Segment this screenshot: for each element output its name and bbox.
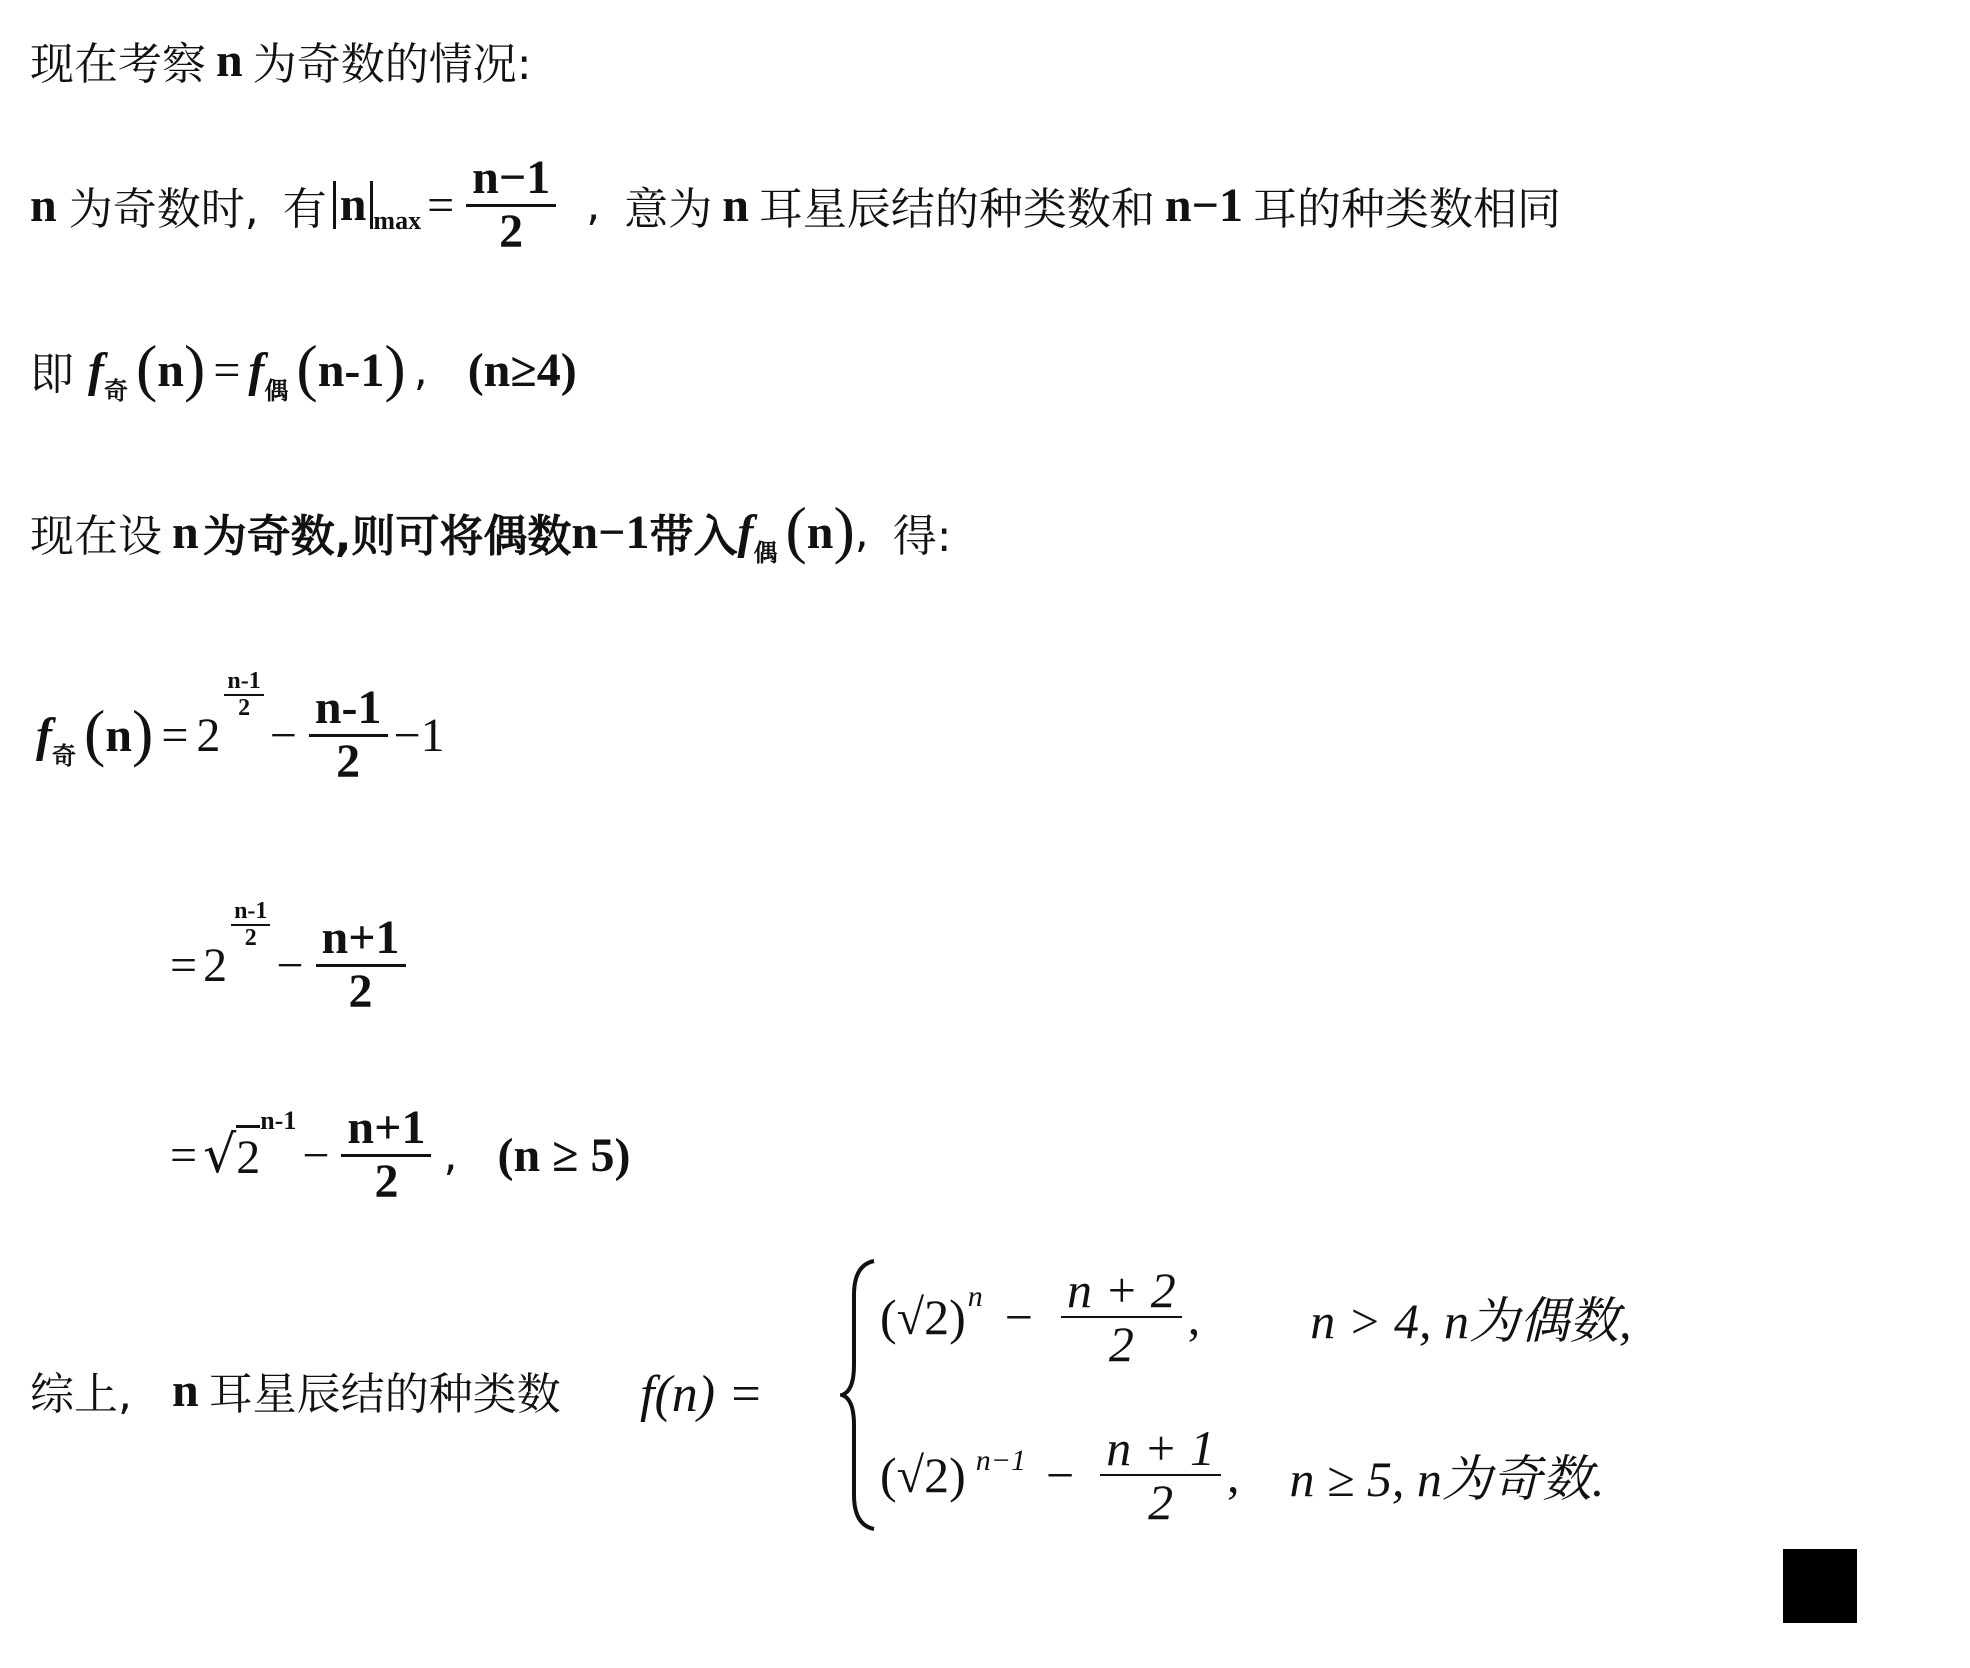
heading-line (30, 30, 532, 90)
case-base: (√2) (880, 1289, 966, 1345)
function-f: f (737, 505, 754, 559)
case-fraction (1061, 1261, 1182, 1372)
text-segment: 为奇数,则可将偶数 (202, 511, 572, 562)
fraction-numerator: n−1 (466, 153, 556, 206)
equation-1: f 奇 ( n ) = 2 $\frac{n-1}{2}$ − $\frac{n-1}{2}$ −1 (36, 667, 445, 788)
fraction-numerator: n + 1 (1100, 1422, 1221, 1477)
variable-n: n (172, 1363, 199, 1417)
argument: n (157, 343, 184, 397)
power-base: 2 (203, 938, 228, 992)
case-even (880, 1257, 1631, 1377)
case-exponent: n (967, 1280, 983, 1313)
max-n-statement (30, 140, 1561, 270)
text-segment: 得: (892, 511, 952, 562)
text-segment: 带入 (649, 511, 738, 562)
equation-3 (170, 1090, 630, 1220)
comma: , (413, 344, 428, 396)
minus-sign: − (302, 1128, 330, 1182)
radical-sign-icon: √ (203, 1125, 237, 1185)
comma: , (1226, 1447, 1240, 1503)
text-segment: 现在考察 (30, 39, 206, 90)
text-segment: 即 (30, 349, 74, 400)
text-segment: 现在设 (30, 511, 162, 562)
minus-sign: − (1046, 1447, 1075, 1503)
text-segment: 综上, (30, 1369, 132, 1420)
text-segment: 耳的种类数相同 (1252, 184, 1561, 235)
subscript-even: 偶 (753, 538, 778, 567)
comma: , (443, 1129, 458, 1181)
fraction-denominator: 2 (1108, 1316, 1134, 1372)
case-exponent: n−1 (975, 1444, 1026, 1477)
case-odd (880, 1415, 1604, 1535)
case-condition: n ≥ 5, n为奇数. (1289, 1451, 1605, 1507)
constant-term: −1 (393, 708, 445, 762)
substitution-line: 现在设 n 为奇数,则可将偶数 n−1 带入 f 偶 ( n ) , 得: (30, 494, 952, 567)
exponent-numerator: n-1 (231, 899, 270, 926)
equals-sign: = (213, 343, 241, 397)
variable-n: n (30, 178, 57, 232)
fraction (309, 683, 388, 787)
equals-sign: = (161, 708, 189, 762)
odd-equals-even-line: 即 f 奇 ( n ) = f 偶 ( n-1 ) , (n≥4) (30, 332, 577, 405)
condition: (n ≥ 5) (497, 1128, 631, 1182)
function-f: f (36, 708, 52, 762)
exponent-denominator: 2 (238, 695, 251, 721)
square-root (203, 1125, 260, 1185)
exponent-denominator: 2 (244, 925, 257, 951)
fraction-denominator: 2 (336, 734, 361, 788)
exponent-fraction (231, 899, 270, 951)
argument: n (105, 708, 132, 762)
power-base: 2 (196, 708, 221, 762)
radicand: 2 (236, 1125, 260, 1185)
fraction-numerator: n+1 (316, 913, 406, 966)
text-segment: 耳星辰结的种类数 (208, 1369, 561, 1420)
fraction-denominator: 2 (499, 204, 524, 258)
summary-label (30, 1350, 561, 1430)
comma: , (854, 506, 869, 558)
max-subscript: max (373, 206, 422, 235)
fraction-numerator: n + 2 (1061, 1264, 1182, 1319)
equals-sign: = (170, 1128, 198, 1182)
case-condition: n > 4, n为偶数, (1310, 1293, 1632, 1349)
variable-n: n (216, 33, 243, 87)
end-of-proof-square-icon (1783, 1549, 1857, 1623)
subscript-odd: 奇 (51, 741, 76, 770)
minus-sign: − (276, 938, 304, 992)
exponent-numerator: n-1 (224, 669, 263, 696)
comma: , (586, 179, 601, 231)
case-base: (√2) (880, 1447, 966, 1503)
text-segment: 为奇数时, (68, 184, 259, 235)
abs-n: n (333, 181, 374, 229)
subscript-even: 偶 (264, 376, 289, 405)
argument: n (806, 505, 834, 559)
exponent: n-1 (260, 1106, 297, 1135)
n-minus-1: n−1 (571, 505, 650, 559)
n-minus-1: n−1 (1164, 178, 1243, 232)
lhs-f-of-n: f(n) = (640, 1366, 764, 1423)
fraction-numerator: n+1 (341, 1103, 431, 1156)
variable-n: n (172, 505, 199, 559)
function-f: f (248, 343, 265, 397)
minus-sign: − (269, 708, 297, 762)
equation-2 (170, 897, 412, 1030)
equals-sign: = (427, 178, 455, 232)
case-fraction (1100, 1419, 1221, 1530)
left-brace-icon (840, 1255, 880, 1535)
fraction-denominator: 2 (374, 1154, 399, 1208)
fraction-denominator: 2 (348, 964, 373, 1018)
function-f: f (88, 343, 104, 397)
fraction (341, 1103, 431, 1207)
fraction (316, 913, 406, 1017)
variable-n: n (722, 178, 749, 232)
fraction-numerator: n-1 (309, 683, 388, 736)
text-segment: 有 (282, 184, 327, 235)
fraction (466, 153, 556, 257)
text-segment: 耳星辰结的种类数和 (758, 184, 1155, 235)
exponent-fraction (224, 669, 263, 721)
subscript-odd: 奇 (103, 376, 128, 405)
minus-sign: − (1004, 1289, 1033, 1345)
equals-sign: = (170, 938, 198, 992)
text-segment: 意为 (624, 184, 713, 235)
fraction-denominator: 2 (1148, 1474, 1174, 1530)
comma: , (1187, 1289, 1201, 1345)
condition: (n≥4) (467, 343, 577, 397)
piecewise-function (640, 1255, 1820, 1535)
argument: n-1 (317, 343, 385, 397)
text-segment: 为奇数的情况: (252, 39, 532, 90)
